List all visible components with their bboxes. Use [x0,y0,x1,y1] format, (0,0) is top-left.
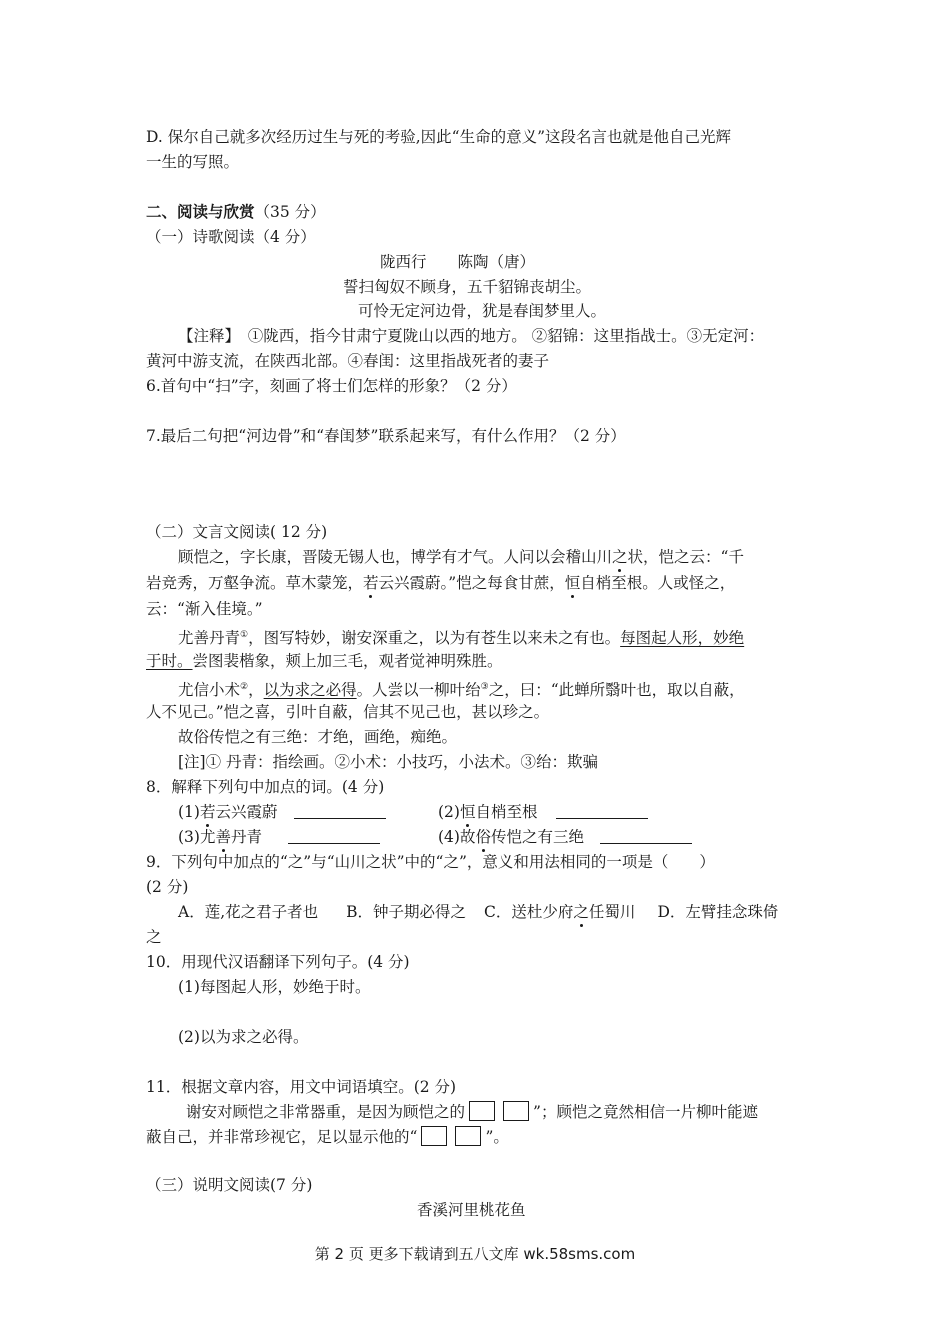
expository-title: 香溪河里桃花鱼 [417,1201,526,1219]
poetry-heading: （一）诗歌阅读（4 分） [146,228,316,246]
answer-blank[interactable] [294,804,386,819]
classical-heading: （二）文言文阅读( 12 分) [146,523,328,541]
poem-note-line1: 【注释】 ①陇西，指今甘肃宁夏陇山以西的地方。 ②貂锦：这里指战士。③无定河： [178,327,765,345]
question-11-line2: 蔽自己，并非常珍视它，足以显示他的“ ”。 [146,1128,509,1146]
question-8-item-1: (1)若云兴霞蔚 [178,801,386,823]
passage-p3-line2: 人不见己。”恺之喜，引叶自蔽，信其不见己也，甚以珍之。 [146,703,550,721]
option-d: D．左臂挂念珠倚 [657,903,779,921]
fill-box[interactable] [503,1101,529,1121]
passage-note: [注]① 丹青：指绘画。②小术：小技巧，小法术。③绐：欺骗 [178,753,599,771]
option-a: A．莲,花之君子者也 [178,903,319,921]
section-title: 二、阅读与欣赏 [146,202,255,221]
answer-blank[interactable] [556,804,648,819]
fill-box[interactable] [421,1126,447,1146]
question-6: 6.首句中“扫”字，刻画了将士们怎样的形象？（2 分） [146,377,517,395]
section-score: （35 分） [254,203,326,221]
question-11: 11．根据文章内容，用文中词语填空。(2 分) [146,1078,457,1096]
question-9-score: (2 分) [146,878,189,896]
page-footer: 第 2 页 更多下载请到五八文库 wk.58sms.com [314,1245,636,1263]
poem-note-line2: 黄河中游支流，在陕西北部。④春闺：这里指战死者的妻子 [146,352,550,370]
question-8: 8．解释下列句中加点的词。(4 分) [146,778,385,796]
option-c: C．送杜少府之任蜀川 [484,903,636,921]
fill-box[interactable] [469,1101,495,1121]
poem-verse-2: 可怜无定河边骨，犹是春闺梦里人。 [358,302,607,320]
question-9-option-d-cont: 之 [146,928,162,946]
passage-p4: 故俗传恺之有三绝：才绝，画绝，痴绝。 [178,728,458,746]
passage-p3-line1: 尤信小术②，以为求之必得。人尝以一柳叶绐③之，曰：“此蝉所翳叶也，取以自蔽， [178,681,745,700]
section-heading [146,201,326,223]
passage-p1-line1: 顾恺之，字长康，晋陵无锡人也，博学有才气。人问以会稽山川之状，恺之云：“千 [178,548,744,566]
answer-blank[interactable] [600,829,692,844]
option-d-line1: D. 保尔自己就多次经历过生与死的考验,因此“生命的意义”这段名言也就是他自己光辉 [146,128,732,146]
question-7: 7.最后二句把“河边骨”和“春闺梦”联系起来写，有什么作用？（2 分） [146,427,626,445]
passage-p1-line2: 岩竞秀，万壑争流。草木蒙笼，若云兴霞蔚。”恺之每食甘蔗，恒自梢至根。人或怪之， [146,574,736,592]
passage-p1-line3: 云：“渐入佳境。” [146,600,263,618]
answer-blank[interactable] [288,829,380,844]
poem-verse-1: 誓扫匈奴不顾身，五千貂锦丧胡尘。 [343,278,592,296]
question-8-item-3: (3)尤善丹青 [178,826,380,848]
question-8-item-4: (4)故俗传恺之有三绝 [438,826,692,848]
question-11-line1: 谢安对顾恺之非常器重，是因为顾恺之的 ”；顾恺之竟然相信一片柳叶能遮 [186,1103,758,1121]
option-d-line2: 一生的写照。 [146,153,240,171]
question-10-item-2: (2)以为求之必得。 [178,1028,309,1046]
passage-p2-line2: 于时。尝图裴楷象，颊上加三毛，观者觉神明殊胜。 [146,652,503,670]
question-9-options [178,901,778,923]
fill-box[interactable] [455,1126,481,1146]
question-10-item-1: (1)每图起人形，妙绝于时。 [178,978,371,996]
poem-title: 陇西行 陈陶（唐） [380,253,536,271]
question-9: 9．下列句中加点的“之”与“山川之状”中的“之”，意义和用法相同的一项是（ ） [146,853,715,871]
passage-p2-line1: 尤善丹青①，图写特妙，谢安深重之，以为有苍生以来未之有也。每图起人形，妙绝 [178,629,745,648]
option-b: B．钟子期必得之 [346,903,467,921]
question-8-item-2: (2)恒自梢至根 [438,801,648,823]
expository-heading: （三）说明文阅读(7 分) [146,1176,313,1194]
question-10: 10．用现代汉语翻译下列句子。(4 分) [146,953,410,971]
